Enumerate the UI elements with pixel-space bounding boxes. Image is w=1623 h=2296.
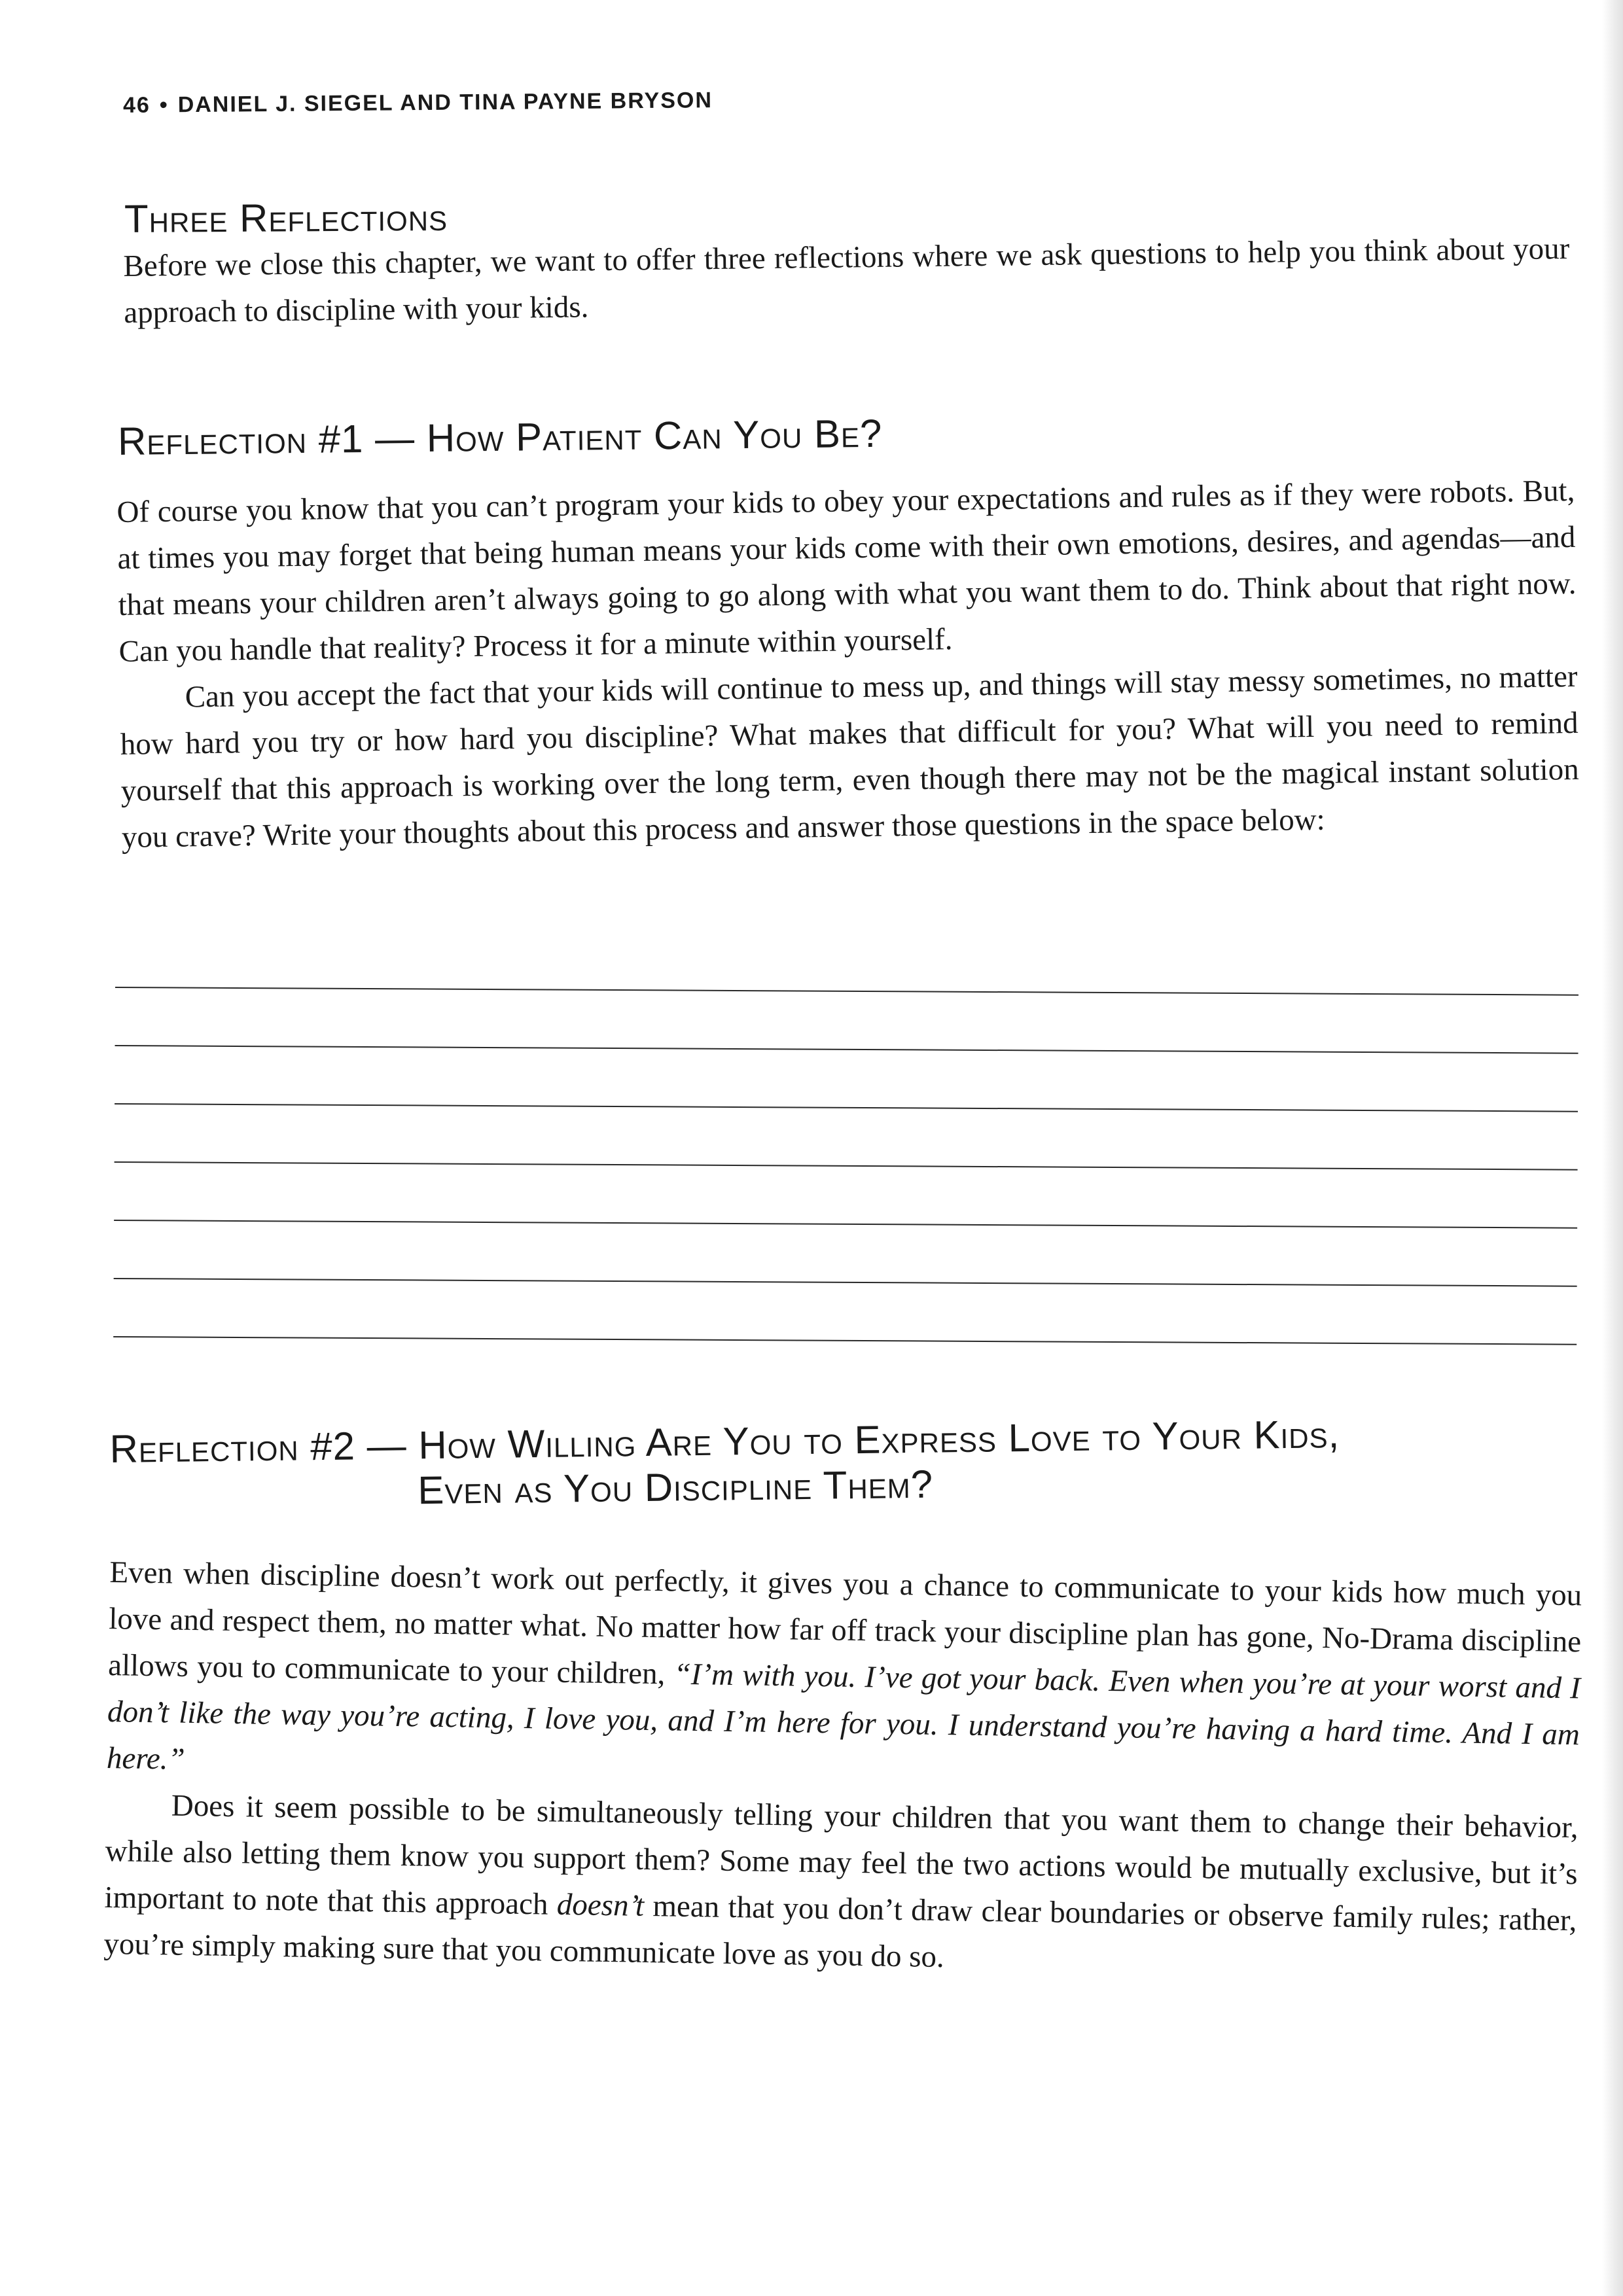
answer-lines	[113, 987, 1578, 1402]
answer-line	[115, 987, 1578, 996]
reflection-1-title: Reflection #1 — How Patient Can You Be?	[117, 411, 883, 463]
answer-line	[115, 1161, 1578, 1171]
reflection-2-paragraph-2	[103, 1782, 1578, 1990]
reflection-2-title-line-1: Reflection #2 — How Willing Are You to Express Love to Your Kids,	[109, 1412, 1340, 1471]
reflection-1-body	[116, 468, 1580, 861]
answer-line	[113, 1336, 1577, 1345]
reflection-2-title	[109, 1411, 1340, 1517]
reflection-2-paragraph-2-start: Does it seem possible to be simultaneously telling your children that you want them to change their behavior, while also letting them know you support them? Some may feel the two actions would be mutually exclusive, but it’s important to note that this approach	[104, 1788, 1579, 1922]
answer-line	[115, 1045, 1578, 1054]
reflection-2-emphasis: doesn’t	[556, 1887, 645, 1923]
reflection-2-paragraph-2-end: mean that you don’t draw clear boundaries or observe family rules; rather, you’re simply making sure that you communicate love as you do so.	[103, 1889, 1577, 1975]
reflection-2-quote: “I’m with you. I’ve got your back. Even when you’re at your worst and I don’t like the way you’re acting, I love you, and I’m here for you. I understand you’re having a hard time. And I am here.”	[106, 1657, 1581, 1776]
reflection-1-paragraph-1: Of course you know that you can’t program your kids to obey your expectations and rules as if they were robots. But, at times you may forget that being human means your kids come with their own emotions, desires, and agendas—and that means your children aren’t always going to go along with what you want them to do. Think about that right now. Can you handle that reality? Process it for a minute within yourself.	[116, 473, 1577, 669]
section-intro	[123, 226, 1571, 336]
reflection-2-paragraph-1-text: Even when discipline doesn’t work out perfectly, it gives you a chance to communicate to your kids how much you love and respect them, no matter what. No matter how far off track your discipline plan has gone, No-Drama discipline allows you to communicate to your children,	[107, 1555, 1582, 1691]
answer-line	[115, 1103, 1578, 1112]
reflection-2-paragraph-1	[106, 1549, 1582, 1805]
running-head	[123, 88, 713, 118]
answer-line	[114, 1278, 1577, 1287]
answer-line	[114, 1220, 1577, 1229]
intro-paragraph: Before we close this chapter, we want to offer three reflections where we ask questions to help you think about your approach to discipline with your kids.	[123, 231, 1570, 330]
running-head-authors: DANIEL J. SIEGEL AND TINA PAYNE BRYSON	[177, 88, 713, 118]
reflection-2-title-line-2: Even as You Discipline Them?	[417, 1462, 934, 1513]
page-number: 46	[122, 92, 151, 118]
section-title: Three Reflections	[124, 194, 448, 241]
reflection-2-body	[103, 1549, 1582, 1990]
reflection-1-paragraph-2: Can you accept the fact that your kids will continue to mess up, and things will stay messy sometimes, no matter how hard you try or how hard you discipline? What makes that difficult for you? What will you need to remind yourself that this approach is working over the long term, even though there may not be the magical instant solution you crave? Write your thoughts about this process and answer those questions in the space below:	[120, 659, 1579, 855]
scan-edge	[1602, 0, 1623, 2296]
header-separator: •	[159, 92, 169, 118]
